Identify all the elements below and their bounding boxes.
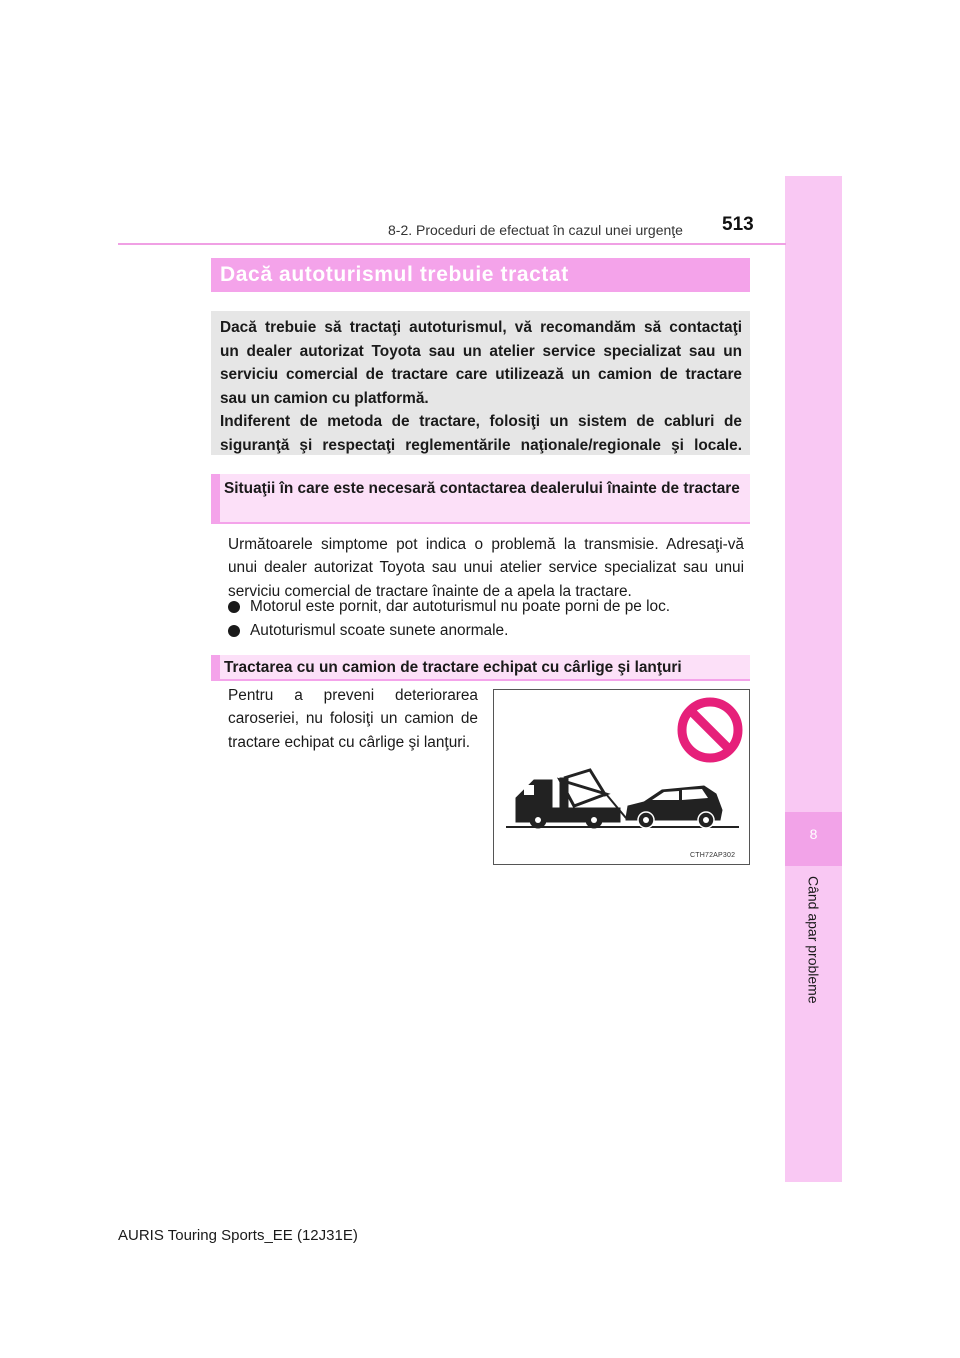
- section1-paragraph: Următoarele simptome pot indica o problemă la transmisie. Adresaţi-vă unui dealer autorizat Toyota sau unui atelier service specializat sau unui serviciu comercial de tractare înainte de a apela la tractare.: [228, 536, 744, 600]
- section1-heading: Situaţii în care este necesară contactarea dealerului înainte de tractare: [224, 480, 740, 497]
- bullet-icon: [228, 601, 240, 613]
- chapter-number: 8: [809, 826, 818, 842]
- illustration-code: CTH72AP302: [690, 852, 736, 859]
- intro-line: siguranţă şi respectaţi reglementările naţionale/regionale şi locale.: [220, 436, 742, 454]
- footer-model: AURIS Touring Sports_EE (12J31E): [118, 1227, 358, 1244]
- list-item: [228, 619, 508, 642]
- section2-heading-bar: [211, 655, 220, 679]
- chapter-title: Când apar probleme: [805, 876, 822, 1004]
- intro-line: sau un camion cu platformă.: [220, 389, 429, 407]
- intro-line: Indiferent de metoda de tractare, folosiţi un sistem de cabluri de: [220, 413, 742, 431]
- tow-truck-illustration: [493, 689, 750, 865]
- page-title: Dacă autoturismul trebuie tractat: [220, 263, 569, 286]
- bullet-icon: [228, 625, 240, 637]
- list-item-text: Motorul este pornit, dar autoturismul nu poate porni de pe loc.: [250, 598, 671, 615]
- list-item-text: Autoturismul scoate sunete anormale.: [250, 622, 509, 639]
- section2-paragraph: Pentru a preveni deteriorarea caroseriei, nu folosiţi un camion de tractare echipat cu cârlige şi lanţuri.: [228, 687, 478, 751]
- car-icon: [626, 786, 722, 828]
- prohibited-icon: [682, 702, 738, 758]
- tow-truck-icon: [516, 770, 626, 828]
- breadcrumb: 8-2. Proceduri de efectuat în cazul unei urgenţe: [388, 222, 683, 238]
- section2-heading: Tractarea cu un camion de tractare echipat cu cârlige şi lanţuri: [224, 659, 682, 676]
- list-item: [228, 595, 670, 618]
- section1-heading-bar: [211, 474, 220, 522]
- intro-line: serviciu comercial de tractare care utilizează un camion de tractare: [220, 366, 742, 384]
- header-divider: [118, 243, 786, 245]
- intro-text: [220, 316, 742, 458]
- tow-truck-drawing: [494, 690, 749, 864]
- intro-line: un dealer autorizat Toyota sau un atelier service specializat sau un: [220, 342, 742, 360]
- intro-line: Dacă trebuie să tractaţi autoturismul, vă recomandăm să contactaţi: [220, 319, 742, 336]
- page-number: 513: [722, 214, 754, 235]
